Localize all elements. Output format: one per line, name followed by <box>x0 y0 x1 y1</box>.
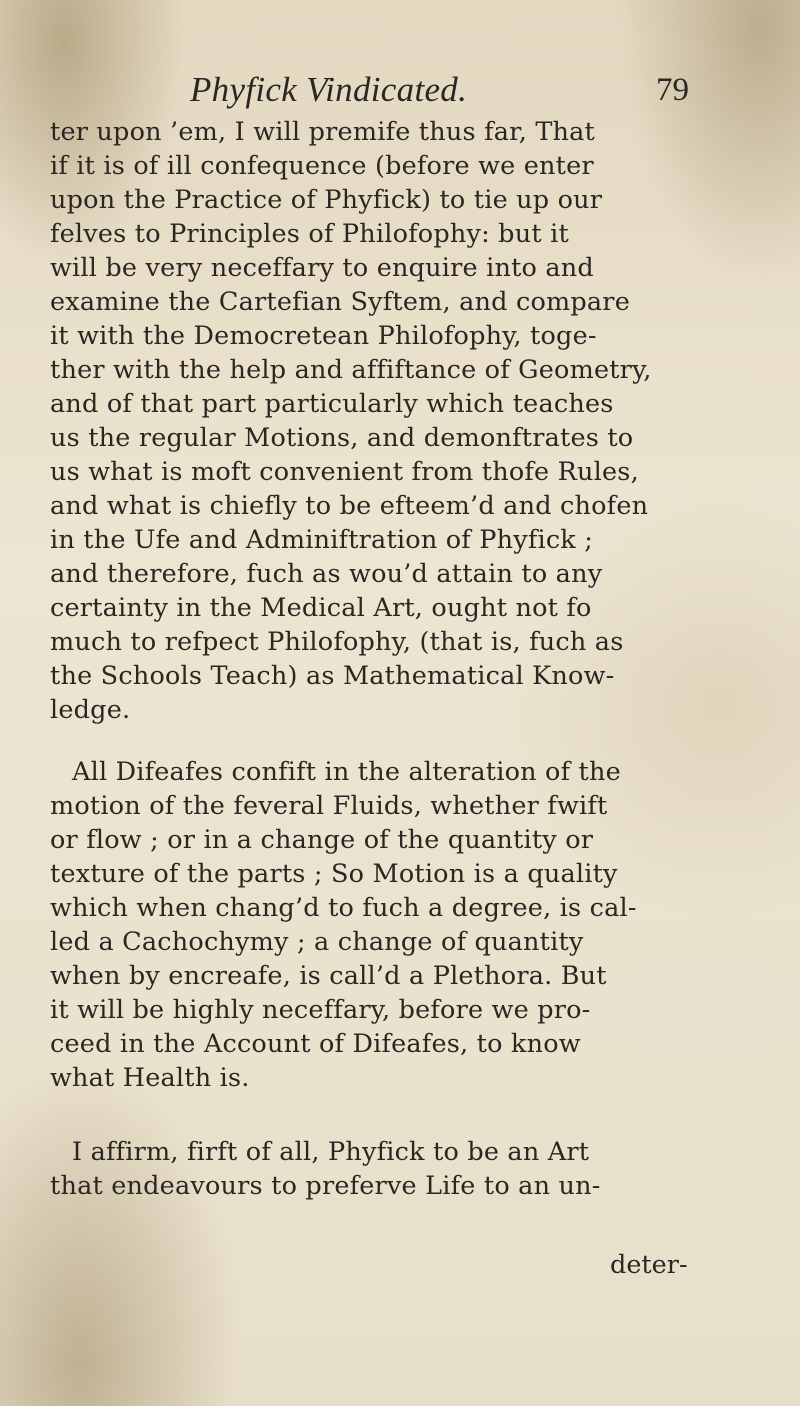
text-line: ter upon ’em, I will premife thus far, That <box>50 117 596 147</box>
text-line: us what is moft convenient from thofe Rules, <box>50 457 639 487</box>
running-head-title: Phyfick Vindicated. <box>190 70 468 109</box>
text-line: which when chang’d to fuch a degree, is cal- <box>50 893 637 923</box>
text-line: will be very neceffary to enquire into and <box>50 253 594 283</box>
text-line: led a Cachochymy ; a change of quantity <box>50 927 584 957</box>
running-head <box>190 70 690 114</box>
text-line: texture of the parts ; So Motion is a quality <box>50 859 618 889</box>
text-line: examine the Cartefian Syftem, and compare <box>50 287 630 317</box>
text-line: that endeavours to preferve Life to an un- <box>50 1171 601 1201</box>
text-line: certainty in the Medical Art, ought not fo <box>50 593 592 623</box>
text-line: much to refpect Philofophy, (that is, fuch as <box>50 627 624 657</box>
catchword: deter- <box>610 1250 688 1280</box>
text-line: ceed in the Account of Difeafes, to know <box>50 1029 581 1059</box>
text-line: what Health is. <box>50 1063 250 1093</box>
page-number: 79 <box>656 72 689 108</box>
text-line: and therefore, fuch as wou’d attain to any <box>50 559 603 589</box>
text-line: the Schools Teach) as Mathematical Know- <box>50 661 615 691</box>
text-line: and what is chiefly to be efteem’d and chofen <box>50 491 649 521</box>
text-line: in the Ufe and Adminiftration of Phyfick ; <box>50 525 594 555</box>
text-line: upon the Practice of Phyfick) to tie up our <box>50 185 603 215</box>
text-line: motion of the feveral Fluids, whether fwift <box>50 791 608 821</box>
text-line: All Difeafes confift in the alteration of the <box>72 757 621 787</box>
text-line: if it is of ill confequence (before we enter <box>50 151 594 181</box>
text-line: it with the Democretean Philofophy, toge- <box>50 321 597 351</box>
text-line: ther with the help and affiftance of Geometry, <box>50 355 652 385</box>
text-line: I affirm, firft of all, Phyfick to be an Art <box>72 1137 590 1167</box>
text-line: ledge. <box>50 695 131 725</box>
text-line: or flow ; or in a change of the quantity or <box>50 825 594 855</box>
text-line: us the regular Motions, and demonftrates to <box>50 423 634 453</box>
text-line: it will be highly neceffary, before we pro- <box>50 995 591 1025</box>
text-line: when by encreafe, is call’d a Plethora. But <box>50 961 607 991</box>
text-line: felves to Principles of Philofophy: but it <box>50 219 569 249</box>
text-line: and of that part particularly which teaches <box>50 389 614 419</box>
